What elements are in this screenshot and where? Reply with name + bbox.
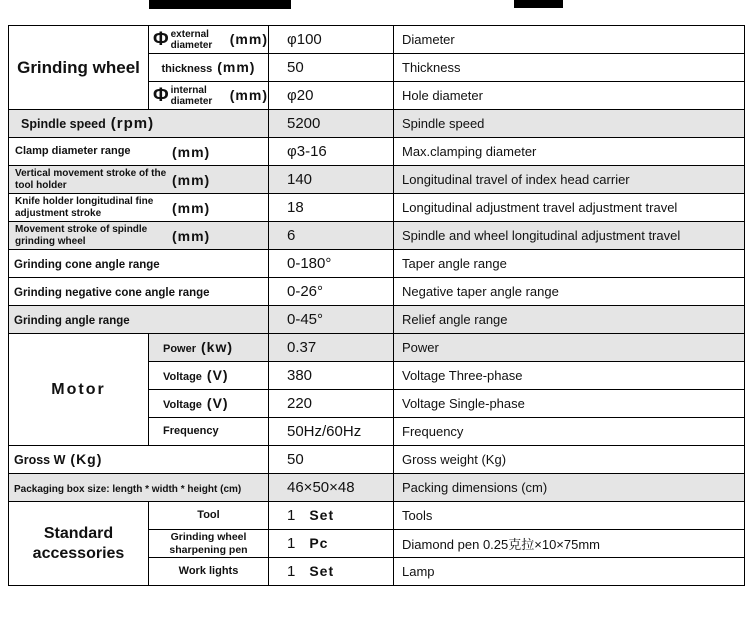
group-cell-standard-accessories xyxy=(9,502,149,586)
group-cell-grinding-wheel xyxy=(9,26,149,110)
quantity-unit: Set xyxy=(309,563,335,579)
unit-label: (mm) xyxy=(172,143,211,160)
spec-sublabel: Φ internal diameter (mm) xyxy=(149,82,269,110)
spec-value: φ20 xyxy=(269,82,394,110)
unit-label: (mm) xyxy=(217,59,256,76)
phi-symbol: Φ xyxy=(153,28,169,50)
phi-symbol: Φ xyxy=(153,84,169,106)
spec-value: 1 Set xyxy=(269,558,394,586)
spec-row xyxy=(9,26,745,54)
spec-sublabel: Power (kw) xyxy=(149,334,269,362)
spec-desc-en: Diameter xyxy=(394,26,745,54)
spec-value: 50 xyxy=(269,54,394,82)
spec-value: φ100 xyxy=(269,26,394,54)
unit-label: (mm) xyxy=(229,87,268,104)
spec-label-cell: Grinding angle range xyxy=(9,306,269,334)
quantity-unit: Set xyxy=(309,507,335,523)
group-label: Grinding wheel xyxy=(17,57,140,77)
spec-row xyxy=(9,278,745,306)
spec-desc-en: Diamond pen 0.25克拉×10×75mm xyxy=(394,530,745,558)
spec-desc-en: Voltage Single-phase xyxy=(394,390,745,418)
unit-label: (kw) xyxy=(201,339,234,356)
spec-sublabel: Φ external diameter (mm) xyxy=(149,26,269,54)
spec-label-cell: Grinding cone angle range xyxy=(9,250,269,278)
spec-value: φ3-16 xyxy=(269,138,394,166)
top-header-bar-right xyxy=(514,0,563,8)
spec-desc-en: Max.clamping diameter xyxy=(394,138,745,166)
spec-desc-en: Voltage Three-phase xyxy=(394,362,745,390)
spec-value: 0-26° xyxy=(269,278,394,306)
spec-sublabel: Voltage (V) xyxy=(149,362,269,390)
spec-value: 18 xyxy=(269,194,394,222)
spec-value: 6 xyxy=(269,222,394,250)
spec-row xyxy=(9,222,745,250)
spec-desc-en: Negative taper angle range xyxy=(394,278,745,306)
spec-sublabel: Grinding wheel sharpening pen xyxy=(149,530,269,558)
spec-desc-en: Thickness xyxy=(394,54,745,82)
spec-label-cell: Grinding negative cone angle range xyxy=(9,278,269,306)
unit-label: (Kg) xyxy=(70,450,103,467)
spec-sublabel: Frequency xyxy=(149,418,269,446)
spec-desc-en: Frequency xyxy=(394,418,745,446)
spec-row xyxy=(9,138,745,166)
top-header-bar-left xyxy=(149,0,291,9)
group-label: Standard accessories xyxy=(32,525,125,562)
spec-sublabel: Tool xyxy=(149,502,269,530)
spec-value: 46×50×48 xyxy=(269,474,394,502)
spec-desc-en: Taper angle range xyxy=(394,250,745,278)
spec-desc-en: Spindle speed xyxy=(394,110,745,138)
spec-value: 140 xyxy=(269,166,394,194)
unit-label: (mm) xyxy=(172,199,211,216)
group-cell-motor xyxy=(9,334,149,446)
spec-value: 0-45° xyxy=(269,306,394,334)
unit-label: (mm) xyxy=(172,227,211,244)
spec-desc-en: Power xyxy=(394,334,745,362)
spec-desc-en: Longitudinal adjustment travel adjustment travel xyxy=(394,194,745,222)
unit-label: (mm) xyxy=(229,31,268,48)
spec-value: 1 Set xyxy=(269,502,394,530)
spec-value: 50 xyxy=(269,446,394,474)
spec-desc-en: Spindle and wheel longitudinal adjustment travel xyxy=(394,222,745,250)
quantity-unit: Pc xyxy=(309,535,329,551)
unit-label: (mm) xyxy=(172,171,211,188)
spec-row xyxy=(9,166,745,194)
spec-value: 220 xyxy=(269,390,394,418)
spec-value: 380 xyxy=(269,362,394,390)
spec-value: 0.37 xyxy=(269,334,394,362)
unit-label: (rpm) xyxy=(110,114,155,132)
spec-row xyxy=(9,446,745,474)
spec-value: 5200 xyxy=(269,110,394,138)
spec-label-cell: Vertical movement stroke of the tool holder (mm) xyxy=(9,166,269,194)
spec-row xyxy=(9,110,745,138)
spec-row xyxy=(9,334,745,362)
spec-desc-en: Hole diameter xyxy=(394,82,745,110)
spec-label-cell: Clamp diameter range (mm) xyxy=(9,138,269,166)
spec-desc-en: Packing dimensions (cm) xyxy=(394,474,745,502)
spec-row xyxy=(9,474,745,502)
spec-sublabel: thickness (mm) xyxy=(149,54,269,82)
spec-label-cell: Packaging box size: length * width * height (cm) xyxy=(9,474,269,502)
spec-label-cell: Spindle speed (rpm) xyxy=(9,110,269,138)
unit-label: (V) xyxy=(206,395,229,412)
spec-label-cell: Knife holder longitudinal fine adjustment stroke (mm) xyxy=(9,194,269,222)
unit-label: (V) xyxy=(206,367,229,384)
spec-label-cell: Movement stroke of spindle grinding wheel (mm) xyxy=(9,222,269,250)
spec-row xyxy=(9,250,745,278)
spec-desc-en: Lamp xyxy=(394,558,745,586)
spec-row xyxy=(9,306,745,334)
spec-value: 0-180° xyxy=(269,250,394,278)
spec-desc-en: Relief angle range xyxy=(394,306,745,334)
spec-label-cell: Gross W (Kg) xyxy=(9,446,269,474)
spec-desc-en: Longitudinal travel of index head carrier xyxy=(394,166,745,194)
spec-value: 50Hz/60Hz xyxy=(269,418,394,446)
spec-sublabel: Voltage (V) xyxy=(149,390,269,418)
spec-row xyxy=(9,194,745,222)
spec-sublabel: Work lights xyxy=(149,558,269,586)
group-label: Motor xyxy=(51,380,106,398)
spec-desc-en: Gross weight (Kg) xyxy=(394,446,745,474)
spec-desc-en: Tools xyxy=(394,502,745,530)
spec-row xyxy=(9,502,745,530)
spec-table xyxy=(8,25,745,586)
spec-value: 1 Pc xyxy=(269,530,394,558)
